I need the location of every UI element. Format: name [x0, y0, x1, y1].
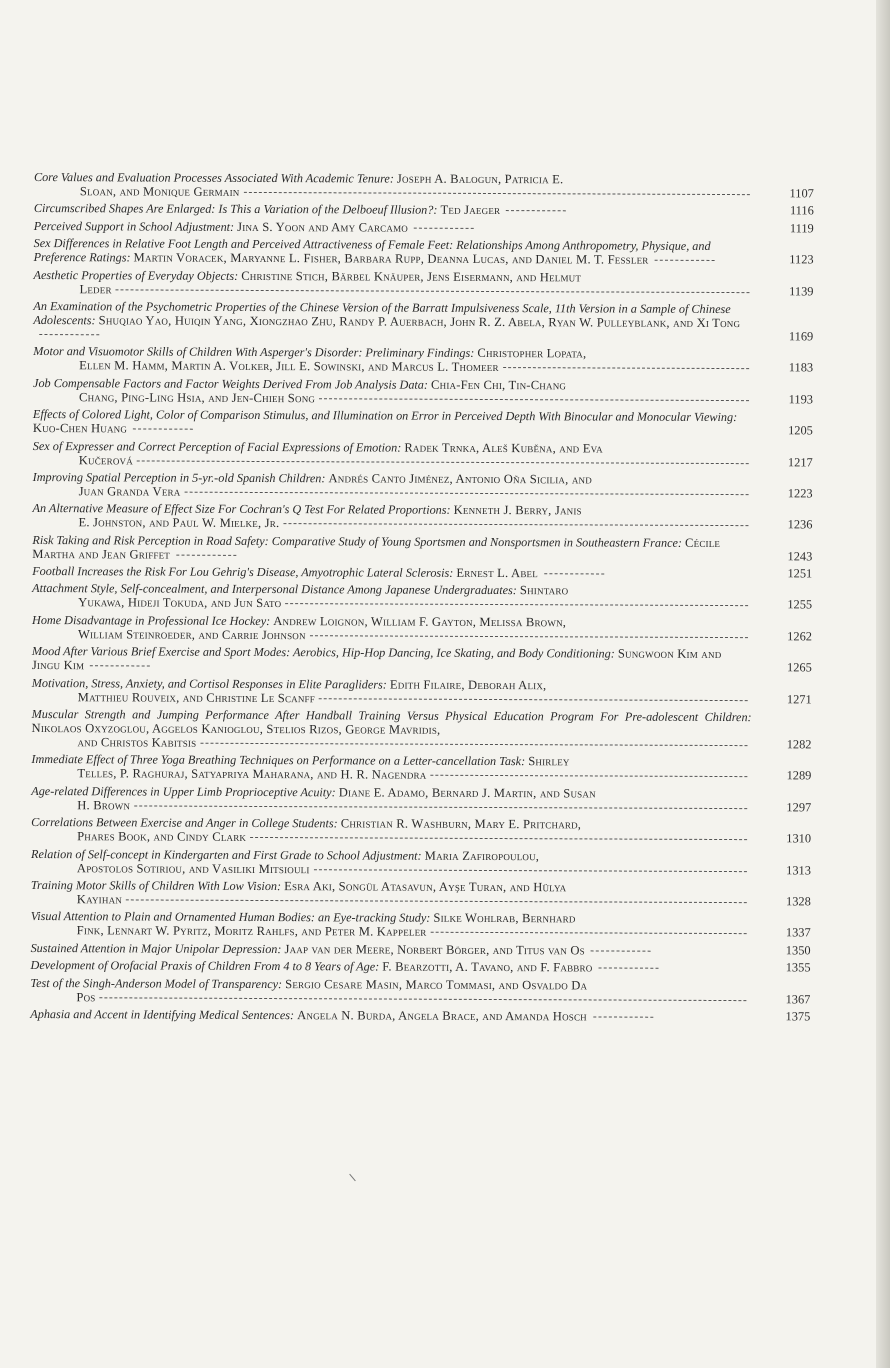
toc-entry-text [34, 219, 754, 236]
article-authors-continued: Matthieu Rouveix, and Christine Le Scanff [77, 689, 316, 705]
toc-entry [33, 470, 813, 501]
article-title: Core Values and Evaluation Processes Associated With Academic Tenure: [33, 170, 394, 186]
article-title: Aphasia and Accent in Identifying Medical Sentences: [30, 1006, 295, 1023]
dot-leader [176, 554, 236, 555]
page-number: 1236 [787, 517, 813, 532]
article-authors: F. Bearzotti, A. Tavano, and F. Fabbro [382, 959, 593, 975]
article-title: Motor and Visuomotor Skills of Children With Asperger's Disorder: Preliminary Findings: [33, 344, 475, 361]
page-number: 1328 [786, 894, 811, 909]
toc-entry-text [30, 958, 750, 975]
article-authors-continued: Phares Book, and Cindy Clark [77, 829, 247, 845]
toc-entry-continuation [31, 735, 751, 752]
toc-entry-continuation [31, 766, 751, 783]
article-authors: Ted Jaeger [440, 203, 501, 218]
toc-entry-text [32, 533, 752, 564]
page-number: 1367 [785, 991, 811, 1006]
dot-leader [116, 289, 750, 293]
article-title: Visual Attention to Plain and Ornamented Human Bodies: an Eye-tracking Study: [30, 909, 431, 926]
article-authors: Nikolaos Oxyzoglou, Aggelos Kanioglou, Stelios Rizos, George Mavridis, [31, 721, 441, 737]
toc-entry-text [32, 564, 752, 581]
dot-leader [544, 573, 604, 574]
article-title: Development of Orofacial Praxis of Children From 4 to 8 Years of Age: [30, 958, 380, 974]
article-authors: Chia-Fen Chi, Tin-Chang [431, 377, 567, 393]
article-authors-continued: Yukawa, Hideji Tokuda, and Jun Sato [78, 595, 282, 611]
article-authors-continued: E. Johnston, and Paul W. Mielke, Jr. [78, 515, 280, 531]
toc-entry [30, 1007, 810, 1024]
page-number: 1223 [787, 486, 813, 501]
toc-entry [32, 581, 812, 612]
dot-leader [593, 1016, 653, 1017]
dot-leader [90, 666, 150, 667]
article-title: Job Compensable Factors and Factor Weights Derived From Job Analysis Data: [33, 375, 429, 392]
dot-leader [285, 604, 748, 607]
article-title: Training Motor Skills of Children With Low Vision: [30, 877, 282, 894]
toc-entry [32, 533, 812, 564]
page-number: 1119 [789, 221, 814, 236]
article-authors: Shintaro [519, 583, 569, 598]
dot-leader [243, 192, 749, 195]
article-title: Effects of Colored Light, Color of Comparison Stimulus, and Illumination on Error in Perceived Depth With Binocular and Monocular Viewing: [32, 407, 738, 425]
toc-entry-continuation [33, 282, 753, 299]
dot-leader [655, 260, 715, 261]
toc-entry [31, 784, 811, 815]
article-authors: Ernest L. Abel [456, 565, 538, 581]
toc-entry [31, 752, 811, 783]
article-authors-continued: and Christos Kabitsis [77, 735, 197, 750]
toc-entry-text [34, 201, 754, 218]
article-authors: Joseph A. Balogun, Patricia E. [396, 171, 564, 187]
toc-entry [34, 170, 814, 201]
article-authors: Esra Aki, Songül Atasavun, Ayşe Turan, and Hülya [284, 879, 567, 895]
dot-leader [133, 429, 193, 430]
toc-entry [33, 439, 813, 470]
page-number: 1271 [786, 691, 812, 707]
page-number: 1297 [786, 800, 812, 815]
ink-speck [349, 1174, 356, 1182]
toc-entry-text [32, 644, 752, 675]
article-authors-continued: Kayihan [76, 892, 123, 907]
article-authors: Christian R. Washburn, Mary E. Pritchard, [340, 816, 582, 832]
toc-entry [32, 564, 812, 581]
toc-entry [32, 613, 812, 644]
toc-entry-continuation [33, 390, 753, 407]
article-authors-continued: Chang, Ping-Ling Hsia, and Jen-Chieh Song [78, 389, 316, 405]
dot-leader [414, 227, 474, 228]
page-number: 1262 [787, 629, 813, 644]
toc-entry-continuation [33, 358, 753, 375]
article-authors: Jina S. Yoon and Amy Carcamo [237, 219, 409, 235]
dot-leader [314, 869, 747, 872]
toc-entry-continuation [31, 829, 751, 846]
dot-leader [126, 899, 747, 903]
toc-entry [30, 976, 810, 1007]
dot-leader [431, 932, 747, 934]
toc-entry-continuation [31, 798, 751, 815]
article-title: Correlations Between Exercise and Anger in College Students: [31, 815, 338, 831]
page-number: 1205 [788, 423, 813, 438]
article-title: Motivation, Stress, Anxiety, and Cortisol Responses in Elite Paragliders: [31, 675, 387, 692]
article-title: An Examination of the Psychometric Properties of the Chinese Version of the Barratt Impulsiveness Scale, 11th Version in a Sample of Chinese Adolescents: [33, 298, 731, 328]
dot-leader [283, 523, 748, 526]
article-title: Relation of Self-concept in Kindergarten and First Grade to School Adjustment: [30, 846, 422, 863]
dot-leader [250, 837, 747, 840]
toc-entry [31, 909, 811, 940]
toc-entry [31, 847, 811, 878]
article-title: Aesthetic Properties of Everyday Objects: [33, 267, 239, 283]
toc-entry [33, 344, 813, 375]
article-title: Circumscribed Shapes Are Enlarged: Is This a Variation of the Delboeuf Illusion?: [33, 201, 438, 218]
toc-entry-text [31, 941, 751, 958]
page-number: 1337 [785, 925, 811, 940]
article-title: Improving Spatial Perception in 5-yr.-old Spanish Children: [32, 469, 326, 486]
article-title: Muscular Strength and Jumping Performance After Handball Training Versus Physical Education Program For Pre-adolescent Children: [31, 707, 752, 725]
toc-entry [31, 878, 811, 909]
dot-leader [310, 635, 748, 638]
article-authors: Diane E. Adamo, Bernard J. Martin, and Susan [338, 785, 596, 801]
page-edge [876, 0, 890, 1368]
article-authors: Andrew Loignon, William F. Gayton, Melissa Brown, [273, 613, 567, 630]
article-authors-continued: Fink, Lennart W. Pyritz, Moritz Rahlfs, and Peter M. Kappeler [76, 923, 427, 940]
page-number: 1116 [789, 203, 814, 218]
article-authors-continued: Telles, P. Raghuraj, Satyapriya Maharana, and H. R. Nagendra [77, 766, 427, 783]
toc-entry-text [33, 407, 753, 438]
page-number: 1375 [785, 1009, 811, 1024]
article-authors: Angela N. Burda, Angela Brace, and Amanda Hosch [297, 1008, 587, 1024]
page-number: 1310 [786, 831, 812, 846]
article-authors-continued: Ellen M. Hamm, Martin A. Volker, Jill E. Sowinski, and Marcus L. Thomeer [79, 358, 499, 375]
article-title: An Alternative Measure of Effect Size For Cochran's Q Test For Related Proportions: [32, 501, 451, 518]
article-title: Sustained Attention in Major Unipolar Depression: [30, 940, 282, 956]
article-authors: Cécile Martha and Jean Griffet [32, 535, 721, 562]
page-number: 1251 [787, 566, 813, 581]
toc-entry-text [34, 236, 754, 267]
article-authors-continued: Juan Granda Vera [78, 484, 181, 499]
toc-entry [33, 268, 813, 299]
page-number: 1139 [789, 283, 814, 298]
page-number: 1313 [786, 862, 811, 877]
article-authors: Christine Stich, Bärbel Knäuper, Jens Eisermann, and Helmut [241, 268, 582, 284]
toc-entry [32, 644, 812, 675]
dot-leader [137, 460, 749, 464]
page-number: 1243 [787, 548, 813, 564]
dot-leader [598, 968, 658, 969]
article-authors: Jaap van der Meere, Norbert Börger, and Titus van Os [284, 941, 585, 958]
toc-entry-continuation [32, 515, 752, 532]
toc-entry-continuation [32, 595, 752, 612]
dot-leader [503, 367, 749, 369]
article-authors: Shuqiao Yao, Huiqin Yang, Xiongzhao Zhu, Randy P. Auerbach, John R. Z. Abela, Ryan W. Pulleyblank, and Xi Tong [98, 313, 741, 331]
page-number: 1193 [788, 392, 814, 407]
toc-entry [31, 707, 811, 752]
toc-entry [33, 299, 813, 344]
dot-leader [319, 398, 749, 401]
article-authors-continued: Pos [76, 989, 96, 1004]
article-title: Home Disadvantage in Professional Ice Hockey: [32, 612, 271, 628]
article-authors: Kuo-Chen Huang [32, 421, 128, 436]
page-number: 1282 [786, 737, 812, 752]
page-number: 1289 [786, 768, 812, 783]
toc-entry [33, 376, 813, 407]
table-of-contents [30, 170, 814, 1028]
toc-entry-continuation [30, 990, 750, 1007]
article-authors: Edith Filaire, Deborah Alix, [389, 677, 547, 692]
toc-entry [34, 219, 814, 236]
article-authors: Shirley [528, 754, 570, 769]
article-authors: Andrés Canto Jiménez, Antonio Oña Sicilia, and [328, 471, 592, 487]
page-number: 1107 [789, 186, 814, 201]
article-authors: Kenneth J. Berry, Janis [453, 503, 582, 518]
dot-leader [591, 950, 651, 951]
dot-leader [200, 743, 747, 746]
toc-entry [32, 501, 812, 532]
page-number: 1183 [788, 360, 814, 375]
dot-leader [506, 210, 566, 211]
dot-leader [134, 805, 747, 809]
article-authors-continued: William Steinroeder, and Carrie Johnson [77, 627, 306, 643]
toc-entry-continuation [31, 892, 751, 909]
article-authors-continued: Leder [79, 281, 112, 296]
toc-entry-text [30, 1007, 750, 1024]
dot-leader [430, 775, 747, 777]
article-title: Attachment Style, Self-concealment, and Interpersonal Distance Among Japanese Undergraduates: [32, 581, 517, 598]
toc-entry-continuation [31, 861, 751, 878]
page-number: 1255 [787, 597, 813, 612]
article-authors: Martin Voracek, Maryanne L. Fisher, Barbara Rupp, Deanna Lucas, and Daniel M. T. Fessler [133, 250, 649, 267]
page-number: 1265 [787, 660, 812, 675]
article-authors-continued: Apostolos Sotiriou, and Vasiliki Mitsiouli [76, 860, 310, 876]
page-number: 1123 [789, 252, 814, 267]
toc-entry [30, 958, 810, 975]
page-number: 1355 [785, 960, 811, 975]
article-title: Football Increases the Risk For Lou Gehrig's Disease, Amyotrophic Lateral Sclerosis: [32, 564, 454, 580]
article-title: Perceived Support in School Adjustment: [33, 218, 235, 234]
toc-entry-continuation [32, 690, 752, 707]
article-authors: Silke Wohlrab, Bernhard [433, 911, 576, 926]
page-number: 1169 [788, 329, 814, 344]
article-authors-continued: Sloan, and Monique Germain [79, 184, 240, 199]
toc-entry [31, 941, 811, 958]
dot-leader [184, 492, 748, 495]
toc-entry [32, 676, 812, 707]
dot-leader [39, 334, 99, 335]
article-title: Immediate Effect of Three Yoga Breathing Techniques on Performance on a Letter-cancellation Task: [31, 752, 526, 769]
toc-entry-continuation [33, 484, 753, 501]
dot-leader [99, 997, 746, 1001]
toc-entry-text [32, 707, 752, 738]
article-title: Sex Differences in Relative Foot Length and Perceived Attractiveness of Female Feet: Relationships Among Anthropometry, Physique, and Preference Ratings: [33, 236, 711, 265]
toc-entry-text [33, 299, 753, 344]
dot-leader [319, 698, 748, 701]
toc-entry-continuation [32, 627, 752, 644]
toc-entry [33, 407, 813, 438]
article-authors: Radek Trnka, Aleš Kuběna, and Eva [404, 440, 603, 456]
article-authors: Sungwoon Kim and Jingu Kim [31, 646, 722, 673]
article-title: Sex of Expresser and Correct Perception of Facial Expressions of Emotion: [32, 438, 402, 455]
article-authors-continued: H. Brown [77, 798, 131, 813]
article-authors: Sergio Cesare Masin, Marco Tommasi, and Osvaldo Da [285, 976, 588, 992]
article-title: Mood After Various Brief Exercise and Sport Modes: Aerobics, Hip-Hop Dancing, Ice Skating, and Body Conditioning: [31, 644, 615, 661]
toc-entry-continuation [34, 184, 754, 201]
toc-entry-continuation [33, 453, 753, 470]
article-title: Risk Taking and Risk Perception in Road Safety: Comparative Study of Young Sportsmen and Nonsportsmen in Southeastern France: [32, 532, 683, 550]
toc-entry [34, 236, 814, 267]
article-authors: Christopher Lopata, [477, 346, 587, 361]
toc-entry-continuation [31, 923, 751, 940]
toc-entry [31, 815, 811, 846]
article-title: Test of the Singh-Anderson Model of Transparency: [30, 975, 283, 991]
article-authors-continued: Kučerová [78, 452, 133, 467]
article-title: Age-related Differences in Upper Limb Proprioceptive Acuity: [31, 783, 336, 800]
article-authors: Maria Zafiropoulou, [424, 848, 540, 863]
page-number: 1350 [785, 943, 811, 958]
toc-entry [34, 201, 814, 218]
page-number: 1217 [787, 454, 813, 469]
